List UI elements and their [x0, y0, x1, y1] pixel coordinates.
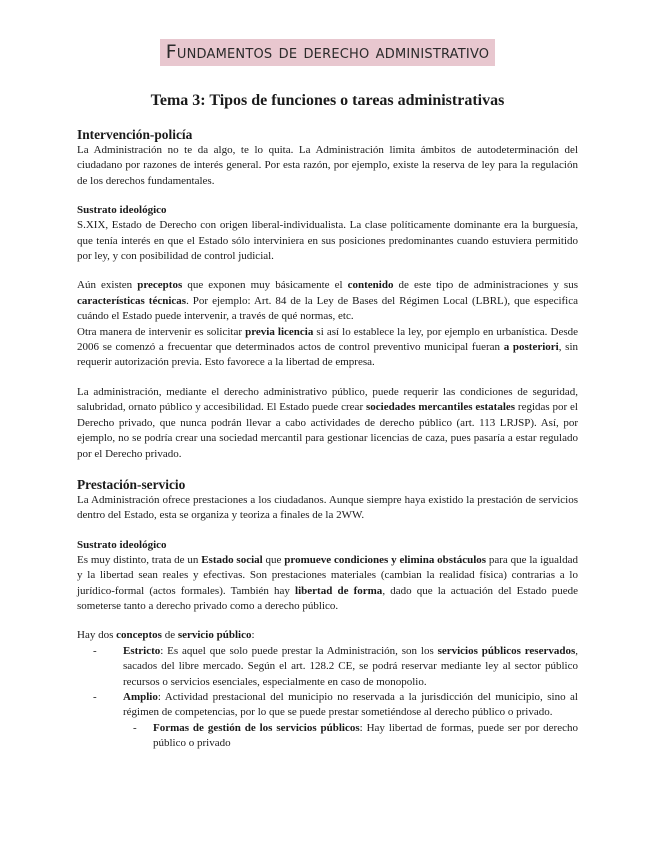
paragraph: Aún existen preceptos que exponen muy básicamente el contenido de este tipo de administraciones y sus características técnicas. Por ejemplo: Art. 84 de la Ley de Bases del Régimen Local (LBRL), que especifica cuándo el Estado puede intervenir, a través de qué normas, etc.: [77, 279, 578, 323]
paragraph: S.XIX, Estado de Derecho con origen liberal-individualista. La clase políticamente dominante era la burguesía, que tenía interés en que el Estado sólo interviniera en sus posiciones predominantes cuando estuviera permitido por ley, y con posibilidad de control judicial.: [77, 219, 578, 263]
header-wrap: [0, 39, 655, 66]
paragraph: La administración, mediante el derecho administrativo público, puede requerir las condiciones de seguridad, salubridad, ornato público y accesibilidad. El Estado puede crear sociedades mercantiles estatales regidas por el Derecho privado, que nunca podrán llevar a cabo actividades de derecho público (art. 113 LRJSP). Así, por ejemplo, no se podría crear una sociedad mercantil para gestionar licencias de caza, pues pasaría a estar regulado por el Derecho privado.: [77, 385, 578, 460]
section-title-intervencion: Intervención-policía: [77, 127, 193, 142]
subheading-sustrato: Sustrato ideológico: [77, 204, 167, 217]
paragraph: La Administración no te da algo, te lo quita. La Administración limita ámbitos de autodeterminación del ciudadano por razones de interés general. Por esta razón, por ejemplo, existe la reserva de ley para la regulación de los derechos fundamentales.: [77, 144, 578, 187]
paragraph: Otra manera de intervenir es solicitar previa licencia si así lo establece la ley, por ejemplo en urbanística. Desde 2006 se comenzó a frecuentar que determinados actos de control preventivo municipal fueran a posteriori, sin requerir autorización previa. Esto favorece a la libertad de empresa.: [77, 325, 578, 369]
paragraph: Es muy distinto, trata de un Estado social que promueve condiciones y elimina obstáculos para que la igualdad y la libertad sean reales y efectivas. Son prestaciones materiales (cambian la realidad física) contrarias a lo jurídico-formal (actos formales). También hay libertad de forma, dado que la actuación del Estado puede someterse tanto a derecho privado como a derecho público.: [77, 553, 578, 612]
section-title-prestacion: Prestación-servicio: [77, 476, 186, 492]
paragraph: La Administración ofrece prestaciones a los ciudadanos. Aunque siempre haya existido la prestación de servicios dentro del Estado, esta se organiza y teoriza a finales de la 2WW.: [77, 493, 578, 522]
concept-list: [77, 644, 578, 752]
paragraph: Hay dos conceptos de servicio público:: [77, 629, 255, 642]
nested-list: [77, 721, 578, 752]
document-header: Fundamentos de derecho administrativo: [160, 39, 496, 66]
list-item: - Amplio: Actividad prestacional del municipio no reservada a la jurisdicción del municipio, sino al régimen de competencias, por lo que se puede prestar sometiéndose al derecho público o privado. - Formas de gestión de los servicios públicos: Hay libertad de formas, puede ser por derecho público o privado: [77, 690, 578, 752]
list-item: - Formas de gestión de los servicios públicos: Hay libertad de formas, puede ser por derecho público o privado: [133, 721, 578, 750]
content: [77, 126, 578, 752]
list-item: - Estricto: Es aquel que solo puede prestar la Administración, son los servicios públicos reservados, sacados del libre mercado. Según el art. 128.2 CE, se podrá reservar mediante ley al sector público recursos o servicios esenciales, especialmente en caso de monopolio.: [93, 644, 578, 688]
subheading-sustrato: Sustrato ideológico: [77, 538, 167, 551]
topic-title: Tema 3: Tipos de funciones o tareas administrativas: [150, 92, 505, 109]
